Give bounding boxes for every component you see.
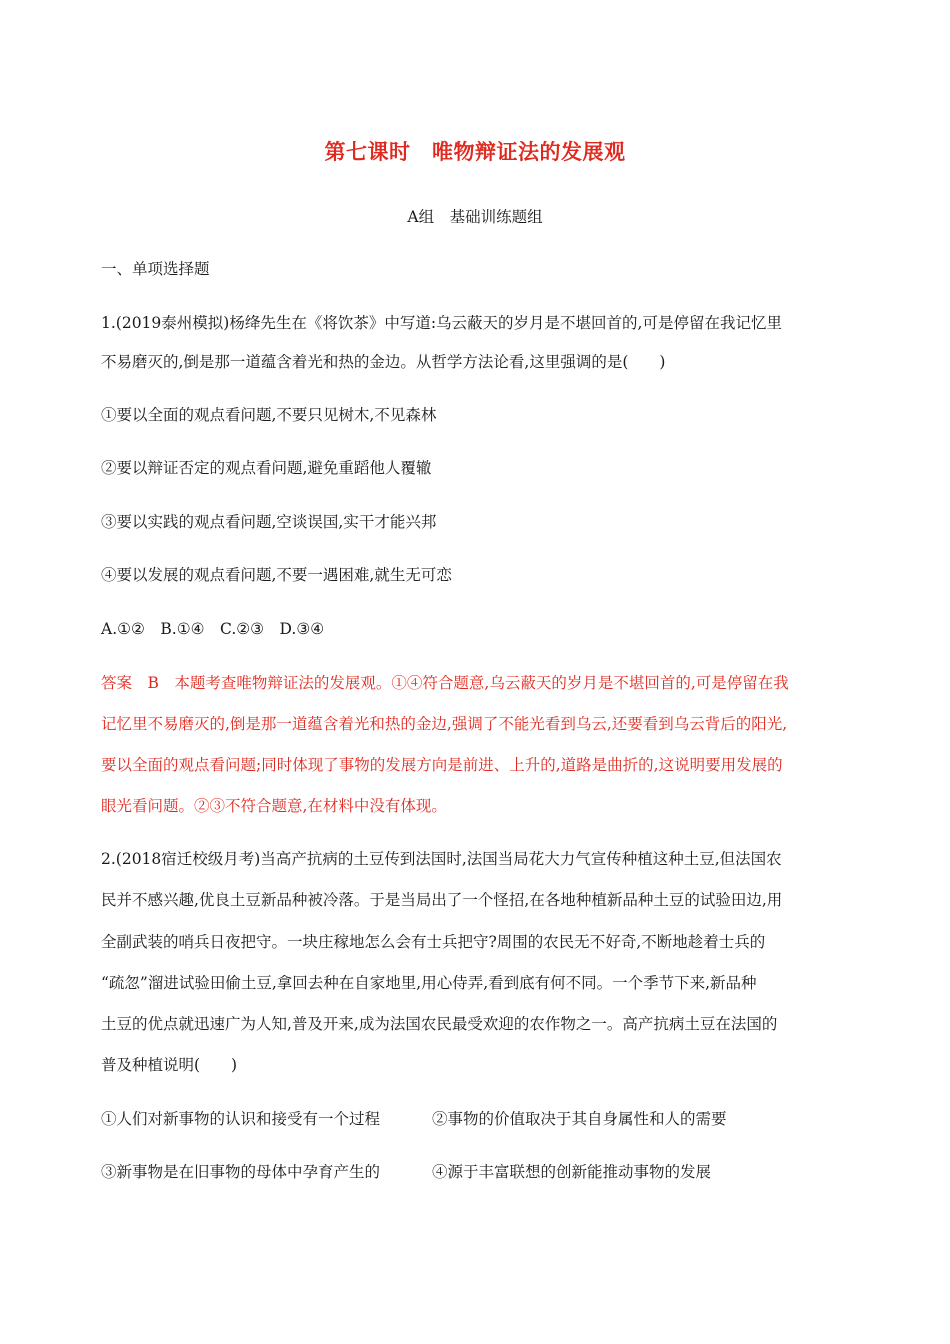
q2-stem-line-2: 民并不感兴趣,优良土豆新品种被冷落。于是当局出了一个怪招,在各地种植新品种土豆的试验田边,用: [101, 891, 783, 909]
q2-option-1: ①人们对新事物的认识和接受有一个过程: [101, 1110, 381, 1128]
q2-stem-line-4: “疏忽”溜进试验田偷土豆,拿回去种在自家地里,用心侍弄,看到底有何不同。一个季节下来,新品种: [101, 974, 757, 992]
q2-stem-line-5: 土豆的优点就迅速广为人知,普及开来,成为法国农民最受欢迎的农作物之一。高产抗病土豆在法国的: [101, 1015, 778, 1033]
q1-option-1: ①要以全面的观点看问题,不要只见树木,不见森林: [101, 406, 437, 424]
q2-stem-line-3: 全副武装的哨兵日夜把守。一块庄稼地怎么会有士兵把守?周围的农民无不好奇,不断地趁着士兵的: [101, 933, 766, 951]
lesson-title: 第七课时 唯物辩证法的发展观: [324, 140, 626, 164]
q2-option-2: ②事物的价值取决于其自身属性和人的需要: [432, 1110, 727, 1128]
q1-answer-line-3: 要以全面的观点看问题;同时体现了事物的发展方向是前进、上升的,道路是曲折的,这说明要用发展的: [101, 756, 783, 774]
q2-option-4: ④源于丰富联想的创新能推动事物的发展: [432, 1163, 712, 1181]
q1-choices: A.①② B.①④ C.②③ D.③④: [101, 620, 325, 638]
q1-answer-line-4: 眼光看问题。②③不符合题意,在材料中没有体现。: [101, 797, 447, 815]
q2-stem-line-1: 2.(2018宿迁校级月考)当高产抗病的土豆传到法国时,法国当局花大力气宣传种植这种土豆,但法国农: [101, 850, 782, 868]
q2-option-3: ③新事物是在旧事物的母体中孕育产生的: [101, 1163, 381, 1181]
q1-stem-line-1: 1.(2019泰州模拟)杨绛先生在《将饮茶》中写道:乌云蔽天的岁月是不堪回首的,可是停留在我记忆里: [101, 314, 782, 332]
q1-stem-line-2: 不易磨灭的,倒是那一道蕴含着光和热的金边。从哲学方法论看,这里强调的是( ): [101, 353, 666, 371]
group-label: A组 基础训练题组: [407, 208, 543, 226]
section-heading: 一、单项选择题: [101, 260, 210, 278]
q2-stem-line-6: 普及种植说明( ): [101, 1056, 238, 1074]
q1-option-4: ④要以发展的观点看问题,不要一遇困难,就生无可恋: [101, 566, 452, 584]
q1-answer-line-1: 答案 B 本题考查唯物辩证法的发展观。①④符合题意,乌云蔽天的岁月是不堪回首的,可是停留在我: [101, 674, 789, 692]
q1-option-3: ③要以实践的观点看问题,空谈误国,实干才能兴邦: [101, 513, 437, 531]
q1-option-2: ②要以辩证否定的观点看问题,避免重蹈他人覆辙: [101, 459, 432, 477]
q1-answer-line-2: 记忆里不易磨灭的,倒是那一道蕴含着光和热的金边,强调了不能光看到乌云,还要看到乌云背后的阳光,: [101, 715, 788, 733]
